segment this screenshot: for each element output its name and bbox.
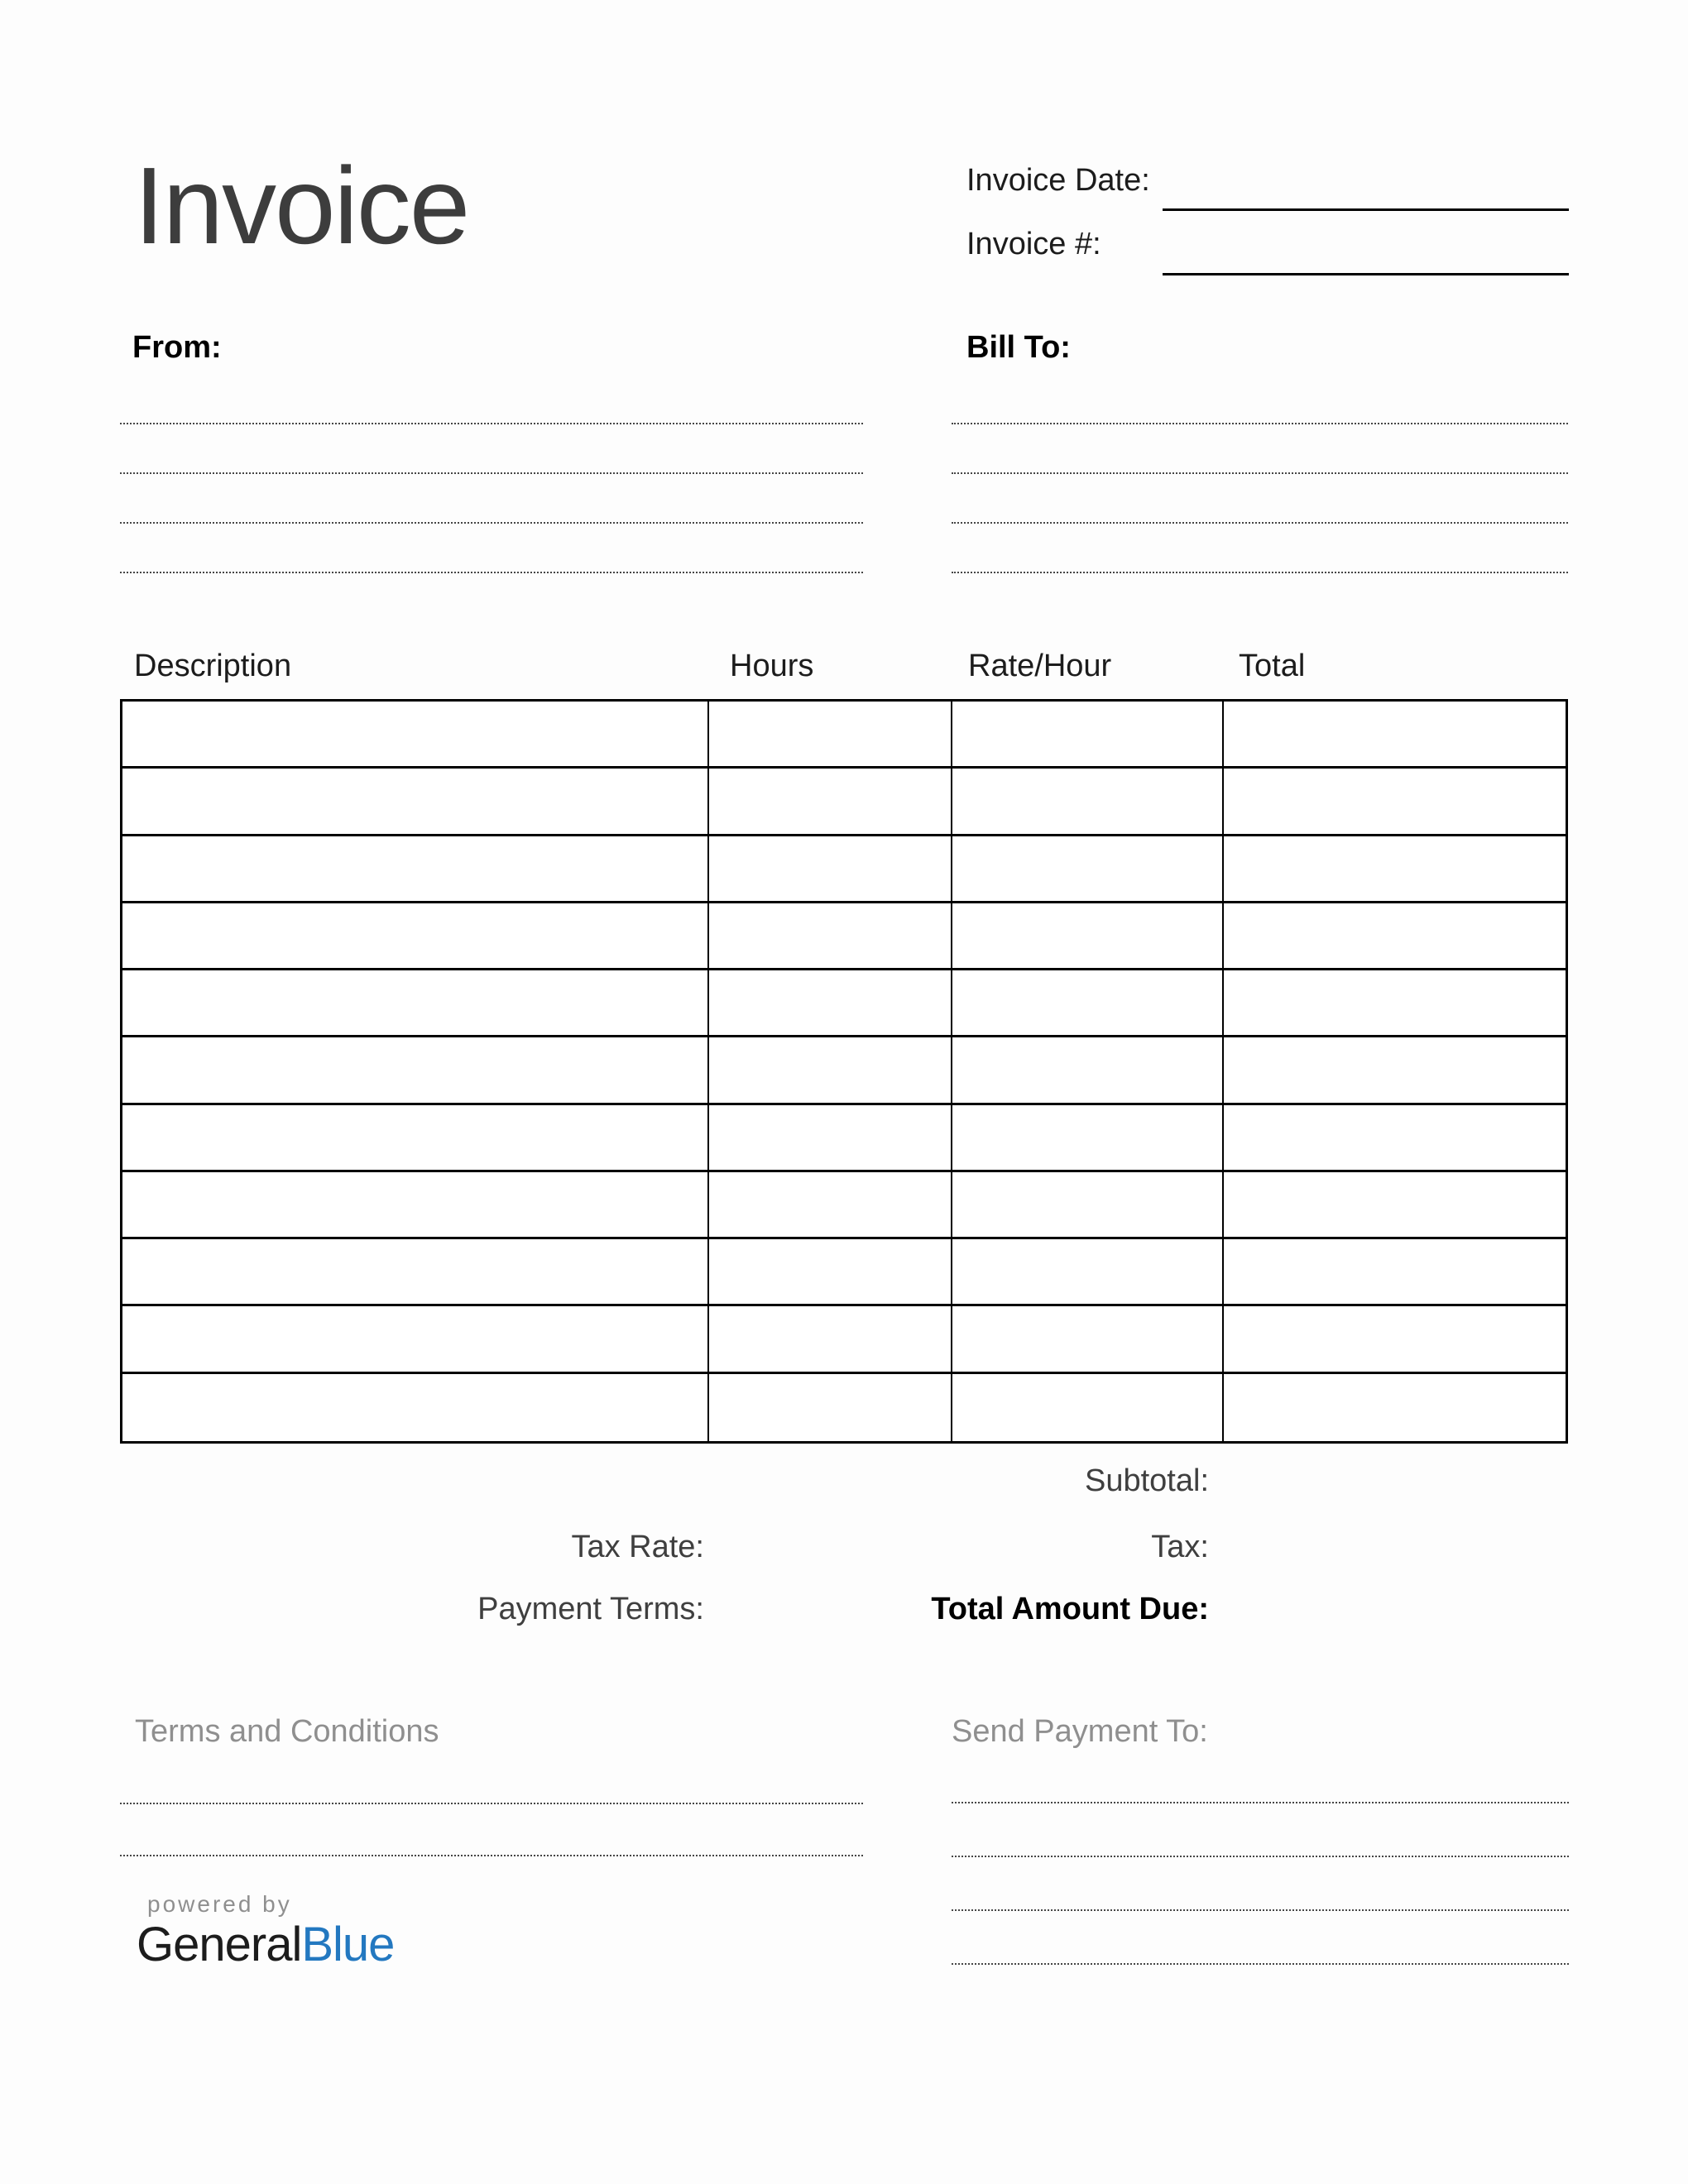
item-cell-row10-col3[interactable] — [952, 1306, 1224, 1373]
invoice-date-input-line[interactable] — [1163, 208, 1569, 211]
item-cell-row2-col1[interactable] — [122, 769, 709, 836]
item-cell-row4-col4[interactable] — [1224, 903, 1566, 970]
payment-terms-label: Payment Terms: — [477, 1592, 704, 1626]
item-cell-row3-col3[interactable] — [952, 836, 1224, 903]
item-cell-row2-col2[interactable] — [709, 769, 952, 836]
bill-to-address-line-4[interactable] — [952, 572, 1568, 573]
item-cell-row9-col3[interactable] — [952, 1239, 1224, 1306]
terms-and-conditions-lines — [120, 1803, 863, 1856]
item-cell-row5-col4[interactable] — [1224, 970, 1566, 1037]
from-label: From: — [132, 330, 222, 365]
subtotal-label: Subtotal: — [1085, 1463, 1209, 1498]
item-cell-row10-col2[interactable] — [709, 1306, 952, 1373]
item-cell-row3-col4[interactable] — [1224, 836, 1566, 903]
page-title: Invoice — [134, 145, 469, 266]
from-address-line-1[interactable] — [120, 423, 863, 424]
general-blue-logo — [137, 1918, 395, 1971]
item-cell-row5-col1[interactable] — [122, 970, 709, 1037]
item-cell-row11-col1[interactable] — [122, 1374, 709, 1441]
item-cell-row1-col2[interactable] — [709, 702, 952, 769]
send-payment-to-line-3[interactable] — [952, 1909, 1569, 1911]
send-payment-to-line-1[interactable] — [952, 1802, 1569, 1803]
from-address-line-3[interactable] — [120, 522, 863, 524]
bill-to-address-line-3[interactable] — [952, 522, 1568, 524]
total-amount-due-label: Total Amount Due: — [931, 1592, 1209, 1626]
item-cell-row10-col1[interactable] — [122, 1306, 709, 1373]
item-cell-row11-col2[interactable] — [709, 1374, 952, 1441]
item-cell-row2-col3[interactable] — [952, 769, 1224, 836]
item-cell-row4-col3[interactable] — [952, 903, 1224, 970]
brand-name-general: General — [137, 1918, 302, 1971]
item-cell-row4-col1[interactable] — [122, 903, 709, 970]
terms-and-conditions-line-1[interactable] — [120, 1803, 863, 1804]
tax-label: Tax: — [1151, 1530, 1209, 1564]
item-cell-row5-col2[interactable] — [709, 970, 952, 1037]
item-cell-row6-col3[interactable] — [952, 1037, 1224, 1104]
from-address-lines — [120, 423, 863, 573]
item-cell-row6-col1[interactable] — [122, 1037, 709, 1104]
column-header-total: Total — [1239, 649, 1306, 683]
item-cell-row4-col2[interactable] — [709, 903, 952, 970]
send-payment-to-line-2[interactable] — [952, 1856, 1569, 1857]
powered-by-text: powered by — [147, 1891, 292, 1917]
item-cell-row2-col4[interactable] — [1224, 769, 1566, 836]
item-cell-row9-col4[interactable] — [1224, 1239, 1566, 1306]
item-cell-row10-col4[interactable] — [1224, 1306, 1566, 1373]
terms-and-conditions-line-2[interactable] — [120, 1855, 863, 1856]
item-cell-row3-col1[interactable] — [122, 836, 709, 903]
bill-to-address-line-1[interactable] — [952, 423, 1568, 424]
item-cell-row8-col1[interactable] — [122, 1172, 709, 1239]
item-cell-row1-col1[interactable] — [122, 702, 709, 769]
item-cell-row1-col3[interactable] — [952, 702, 1224, 769]
from-address-line-2[interactable] — [120, 472, 863, 474]
item-cell-row6-col2[interactable] — [709, 1037, 952, 1104]
line-items-table — [120, 699, 1568, 1444]
item-cell-row1-col4[interactable] — [1224, 702, 1566, 769]
item-cell-row11-col4[interactable] — [1224, 1374, 1566, 1441]
item-cell-row5-col3[interactable] — [952, 970, 1224, 1037]
item-cell-row6-col4[interactable] — [1224, 1037, 1566, 1104]
bill-to-address-line-2[interactable] — [952, 472, 1568, 474]
invoice-number-input-line[interactable] — [1163, 273, 1569, 275]
item-cell-row3-col2[interactable] — [709, 836, 952, 903]
from-address-line-4[interactable] — [120, 572, 863, 573]
brand-name-blue: Blue — [301, 1918, 395, 1971]
item-cell-row7-col4[interactable] — [1224, 1105, 1566, 1172]
item-cell-row11-col3[interactable] — [952, 1374, 1224, 1441]
item-cell-row7-col3[interactable] — [952, 1105, 1224, 1172]
item-cell-row8-col2[interactable] — [709, 1172, 952, 1239]
send-payment-to-lines — [952, 1802, 1569, 1965]
item-cell-row7-col2[interactable] — [709, 1105, 952, 1172]
bill-to-address-lines — [952, 423, 1568, 573]
item-cell-row8-col4[interactable] — [1224, 1172, 1566, 1239]
item-cell-row9-col2[interactable] — [709, 1239, 952, 1306]
column-header-rate-hour: Rate/Hour — [968, 649, 1112, 683]
item-cell-row8-col3[interactable] — [952, 1172, 1224, 1239]
terms-and-conditions-label: Terms and Conditions — [135, 1714, 439, 1749]
item-cell-row7-col1[interactable] — [122, 1105, 709, 1172]
column-header-description: Description — [134, 649, 292, 683]
send-payment-to-label: Send Payment To: — [952, 1714, 1208, 1749]
invoice-number-label: Invoice #: — [966, 227, 1101, 261]
tax-rate-label: Tax Rate: — [571, 1530, 704, 1564]
bill-to-label: Bill To: — [966, 330, 1071, 365]
send-payment-to-line-4[interactable] — [952, 1963, 1569, 1965]
item-cell-row9-col1[interactable] — [122, 1239, 709, 1306]
invoice-date-label: Invoice Date: — [966, 163, 1150, 198]
column-header-hours: Hours — [730, 649, 814, 683]
